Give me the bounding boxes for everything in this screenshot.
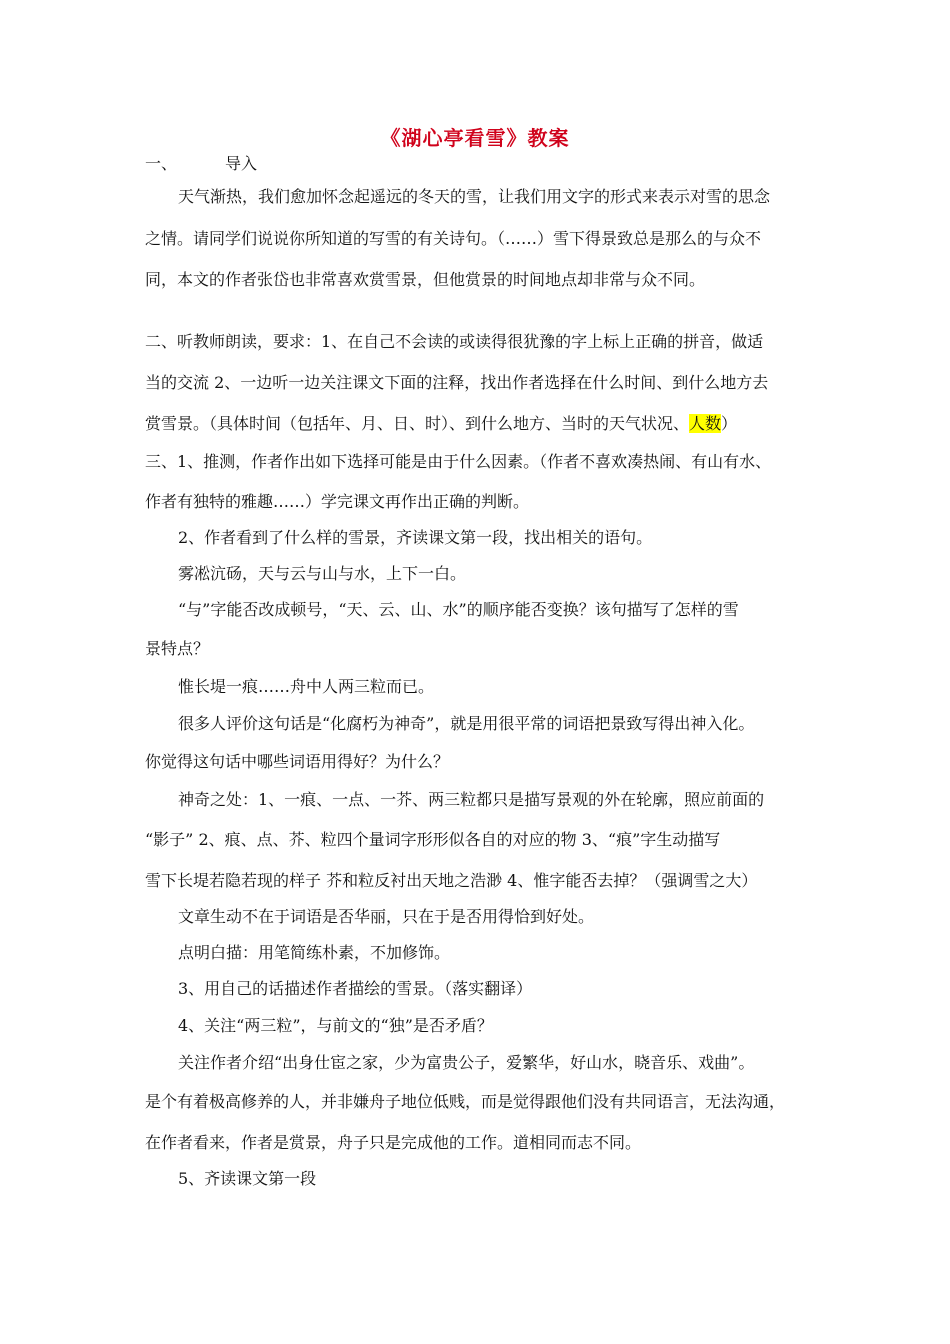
paragraph-line: 4、关注“两三粒”，与前文的“独”是否矛盾？ (178, 1016, 493, 1035)
paragraph-line: 雪下长堤若隐若现的样子 芥和粒反衬出天地之浩渺 4、惟字能否去掉？（强调雪之大） (145, 871, 758, 890)
paragraph-line: 同，本文的作者张岱也非常喜欢赏雪景，但他赏景的时间地点却非常与众不同。 (145, 270, 706, 289)
line-text: 赏雪景。（具体时间（包括年、月、日、时）、到什么地方、当时的天气状况、 (145, 414, 690, 433)
paragraph-line: 景特点？ (145, 639, 210, 658)
paragraph-line: 5、齐读课文第一段 (178, 1169, 317, 1188)
paragraph-line: 很多人评价这句话是“化腐朽为神奇”，就是用很平常的词语把景致写得出神入化。 (178, 714, 755, 733)
highlighted-word: 人数 (689, 414, 722, 433)
paragraph-line: 文章生动不在于词语是否华丽，只在于是否用得恰到好处。 (178, 907, 595, 926)
paragraph-line: 神奇之处：1、一痕、一点、一芥、两三粒都只是描写景观的外在轮廓，照应前面的 (178, 790, 765, 809)
paragraph-line: 雾凇沆砀，天与云与山与水，上下一白。 (178, 564, 467, 583)
paragraph-line: 当的交流 2、一边听一边关注课文下面的注释，找出作者选择在什么时间、到什么地方去 (145, 373, 769, 392)
paragraph-line (145, 413, 737, 435)
paragraph-line: 二、听教师朗读，要求：1、在自己不会读的或读得很犹豫的字上标上正确的拼音，做适 (145, 332, 764, 351)
paragraph-line: 在作者看来，作者是赏景，舟子只是完成他的工作。道相同而志不同。 (145, 1133, 642, 1152)
paragraph-line: 点明白描：用笔简练朴素，不加修饰。 (178, 943, 451, 962)
paragraph-line: “影子” 2、痕、点、芥、粒四个量词字形形似各自的对应的物 3、“痕”字生动描写 (145, 830, 721, 849)
section-number: 一、 (145, 154, 178, 173)
paragraph-line: 三、1、推测，作者作出如下选择可能是由于什么因素。（作者不喜欢凑热闹、有山有水、 (145, 452, 772, 471)
section-title: 导入 (225, 154, 258, 173)
paragraph-line: 天气渐热，我们愈加怀念起遥远的冬天的雪，让我们用文字的形式来表示对雪的思念 (178, 187, 771, 206)
section-heading-intro (145, 153, 257, 175)
paragraph-line: 2、作者看到了什么样的雪景，齐读课文第一段，找出相关的语句。 (178, 528, 653, 547)
paragraph-line: 是个有着极高修养的人，并非嫌舟子地位低贱，而是觉得跟他们没有共同语言，无法沟通， (145, 1092, 786, 1111)
line-tail: ） (721, 414, 738, 433)
paragraph-line: 关注作者介绍“出身仕宦之家，少为富贵公子，爱繁华，好山水，晓音乐、戏曲”。 (178, 1053, 755, 1072)
paragraph-line: 作者有独特的雅趣……）学完课文再作出正确的判断。 (145, 492, 530, 511)
paragraph-line: 你觉得这句话中哪些词语用得好？为什么？ (145, 752, 450, 771)
paragraph-line: 3、用自己的话描述作者描绘的雪景。（落实翻译） (178, 979, 533, 998)
paragraph-line: “与”字能否改成顿号，“天、云、山、水”的顺序能否变换？该句描写了怎样的雪 (178, 600, 739, 619)
document-title: 《湖心亭看雪》教案 (380, 126, 570, 150)
paragraph-line: 惟长堤一痕……舟中人两三粒而已。 (178, 677, 435, 696)
paragraph-line: 之情。请同学们说说你所知道的写雪的有关诗句。（……）雪下得景致总是那么的与众不 (145, 229, 762, 248)
